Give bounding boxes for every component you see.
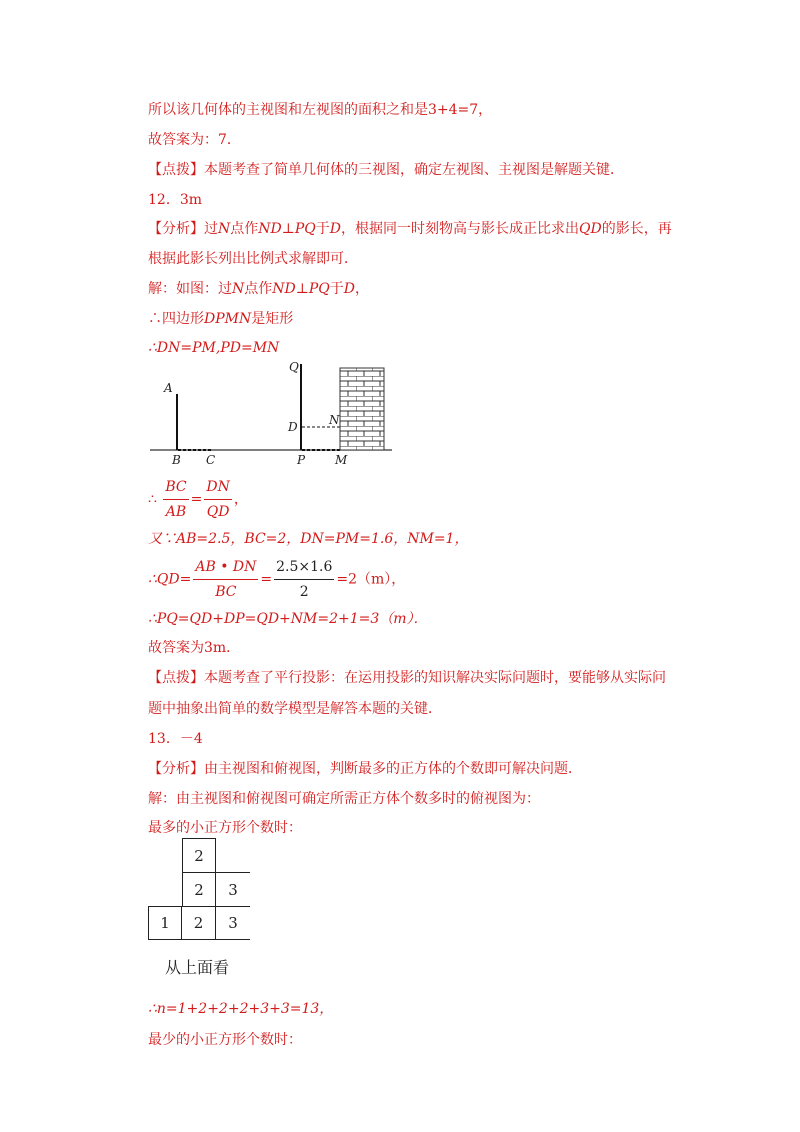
equation-ratio: ∴ $\frac{BC}{AB}$ = $\frac{DN}{QD}$ ， xyxy=(148,479,248,520)
equation-pq: ∴PQ=QD+DP=QD+NM=2+1=3（m）． xyxy=(148,611,428,627)
question-number: 13．－4 xyxy=(148,731,203,747)
solution-line: 解：如图：过N点作ND⊥PQ于D， xyxy=(148,281,370,297)
svg-text:C: C xyxy=(206,453,216,467)
text-line: ∴DN=PM,PD=MN xyxy=(148,340,280,356)
svg-text:A: A xyxy=(164,381,173,395)
svg-text:P: P xyxy=(297,453,306,467)
text-line: 【点拨】本题考查了平行投影：在运用投影的知识解决实际问题时，要能够从实际问 xyxy=(148,670,666,686)
text-line: 解：由主视图和俯视图可确定所需正方体个数多时的俯视图为： xyxy=(148,791,540,807)
svg-text:B: B xyxy=(172,453,181,467)
text-line: 【分析】由主视图和俯视图，判断最多的正方体的个数即可解决问题． xyxy=(148,761,582,777)
text-line: 根据此影长列出比例式求解即可． xyxy=(148,251,358,267)
brick-wall xyxy=(340,368,384,450)
text-line: 最少的小正方形个数时： xyxy=(148,1032,302,1048)
text-line: 【点拨】本题考查了简单几何体的三视图，确定左视图、主视图是解题关键． xyxy=(148,162,624,178)
svg-text:Q: Q xyxy=(289,360,299,374)
question-number: 12．3m xyxy=(148,192,202,208)
grid-cell: 3 xyxy=(216,872,250,906)
grid-cell: 3 xyxy=(216,906,250,940)
given-values: 又∵AB=2.5，BC=2，DN=PM=1.6，NM=1， xyxy=(148,531,469,547)
grid-caption: 从上面看 xyxy=(165,958,230,977)
grid-cell: 2 xyxy=(182,838,216,872)
shadow-diagram xyxy=(148,356,398,468)
text-line: 故答案为：7． xyxy=(148,132,241,148)
text-line: ∴四边形DPMN是矩形 xyxy=(148,311,294,327)
svg-text:D: D xyxy=(288,420,298,434)
analysis-line: 【分析】过N点作ND⊥PQ于D，根据同一时刻物高与影长成正比求出QD的影长，再 xyxy=(148,221,672,237)
svg-text:M: M xyxy=(335,453,348,467)
grid-cell: 2 xyxy=(182,906,216,940)
equation-n: ∴n=1+2+2+2+3+3=13， xyxy=(148,1001,334,1017)
grid-cell: 1 xyxy=(148,906,182,940)
text-line: 题中抽象出简单的数学模型是解答本题的关键． xyxy=(148,701,442,717)
text-line: 所以该几何体的主视图和左视图的面积之和是3+4=7， xyxy=(148,102,493,118)
text-line: 故答案为3m． xyxy=(148,640,241,656)
svg-text:N: N xyxy=(329,413,340,427)
text-line: 最多的小正方形个数时： xyxy=(148,820,302,836)
equation-qd: ∴QD= $\frac{AB • DN}{BC}$ = $\frac{2.5\times 1.6}{2}$ =2（m）， xyxy=(148,559,406,600)
grid-cell: 2 xyxy=(182,872,216,906)
